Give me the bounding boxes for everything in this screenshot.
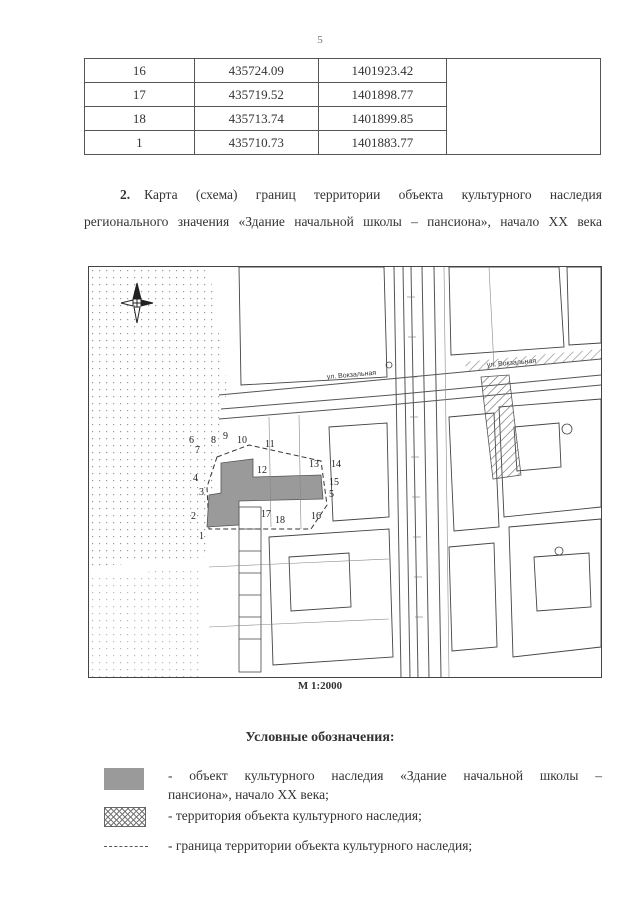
x-coordinate-cell: 435719.52 [194, 83, 318, 107]
coordinates-table [84, 58, 601, 155]
gray-fill-swatch [104, 768, 144, 790]
building-column [239, 507, 261, 672]
point-label-2: 2 [191, 511, 196, 522]
point-label-9: 9 [223, 431, 228, 442]
street [219, 359, 601, 419]
legend-item-text [168, 766, 602, 804]
table-row [85, 59, 601, 83]
point-label-12: 12 [257, 465, 267, 476]
point-label-14: 14 [331, 459, 341, 470]
legend-item-line-2: пансиона», начало XX века; [168, 787, 329, 802]
point-label-6: 6 [189, 435, 194, 446]
dotted-open-area [89, 267, 227, 567]
empty-merged-cell [446, 59, 600, 155]
legend-item-text: - территория объекта культурного наследия; [168, 808, 422, 823]
section-title-line-1: Карта (схема) границ территории объекта культурного наследия [144, 187, 602, 202]
parcel-outlines [239, 267, 601, 665]
section-heading-line-1 [84, 185, 602, 205]
point-number-cell: 1 [85, 131, 195, 155]
rail-ties [407, 297, 423, 617]
point-label-3: 3 [199, 487, 204, 498]
road-band [394, 267, 441, 677]
y-coordinate-cell: 1401898.77 [318, 83, 446, 107]
legend-item-line-1: - объект культурного наследия «Здание начальной школы – [168, 768, 602, 783]
street-label-1: ул. Вокзальная [326, 369, 377, 381]
point-number-cell: 16 [85, 59, 195, 83]
x-coordinate-cell: 435713.74 [194, 107, 318, 131]
point-label-15: 15 [329, 477, 339, 488]
point-label-13: 13 [309, 459, 319, 470]
point-label-11: 11 [265, 439, 275, 450]
hatched-territory-strip [481, 375, 521, 479]
dotted-open-area-lower [89, 567, 201, 677]
page-number: 5 [317, 34, 323, 46]
crosshatch-swatch [104, 807, 146, 827]
legend-item-text: - граница территории объекта культурного наследия; [168, 838, 473, 853]
map-scale: М 1:2000 [297, 680, 343, 692]
point-label-7: 7 [195, 445, 200, 456]
point-label-1: 1 [199, 531, 204, 542]
point-label-17: 17 [261, 509, 271, 520]
y-coordinate-cell: 1401883.77 [318, 131, 446, 155]
y-coordinate-cell: 1401899.85 [318, 107, 446, 131]
x-coordinate-cell: 435724.09 [194, 59, 318, 83]
point-label-5: 5 [329, 489, 334, 500]
y-coordinate-cell: 1401923.42 [318, 59, 446, 83]
point-label-4: 4 [193, 473, 198, 484]
cadastral-map [88, 266, 602, 678]
point-label-10: 10 [237, 435, 247, 446]
point-label-16: 16 [311, 511, 321, 522]
point-label-8: 8 [211, 435, 216, 446]
point-number-cell: 17 [85, 83, 195, 107]
point-label-18: 18 [275, 515, 285, 526]
section-number: 2. [120, 187, 131, 202]
legend-title: Условные обозначения: [245, 730, 395, 745]
section-title-line-2: регионального значения «Здание начальной школы – пансиона», начало XX века [84, 214, 602, 229]
x-coordinate-cell: 435710.73 [194, 131, 318, 155]
dashed-line-swatch [104, 846, 148, 847]
point-number-cell: 18 [85, 107, 195, 131]
